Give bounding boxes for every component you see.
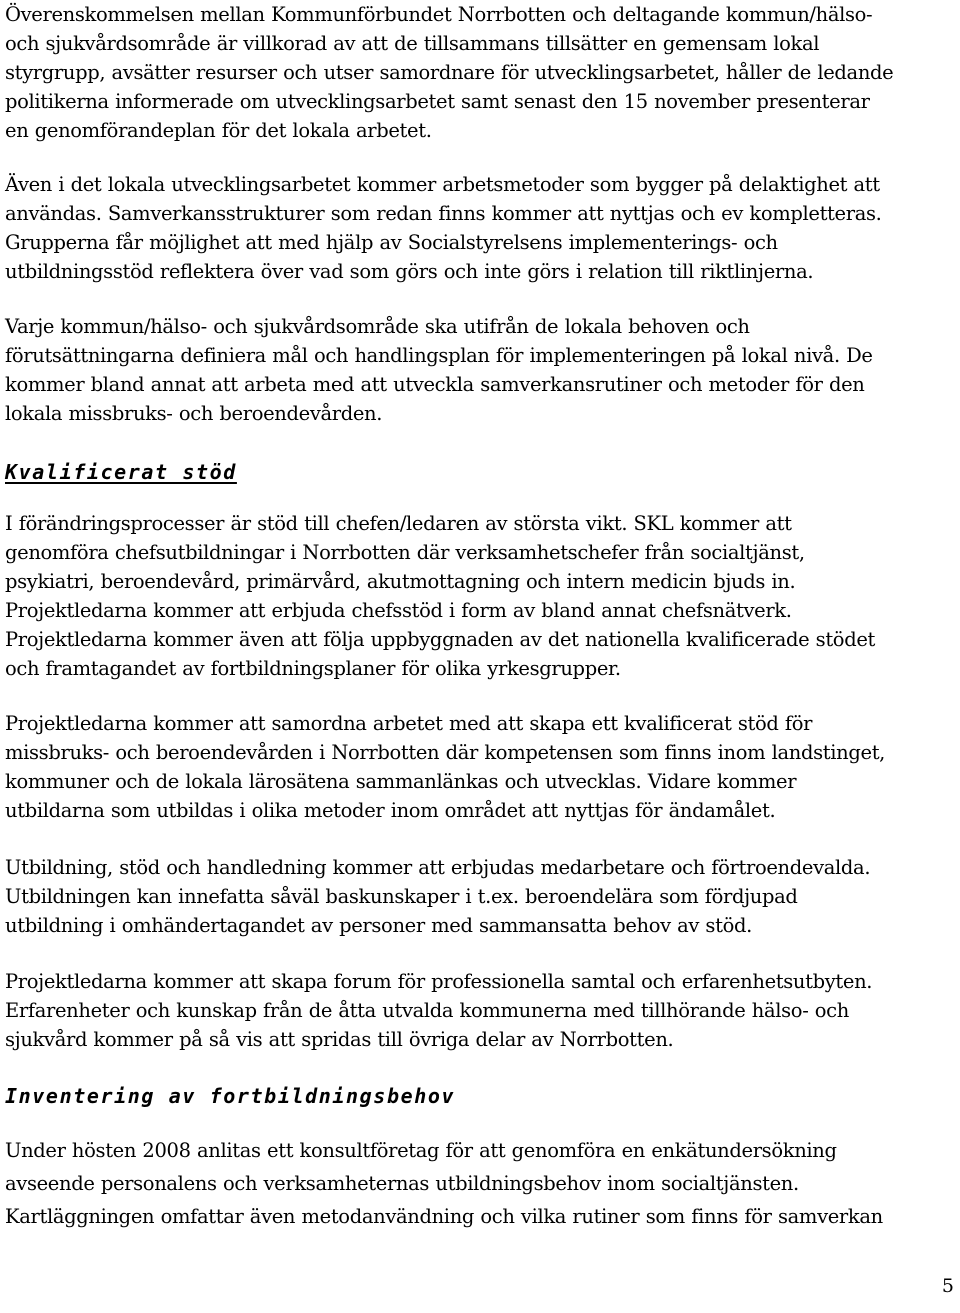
heading-text: Kvalificerat stöd (5, 460, 237, 484)
text-line: lokala missbruks- och beroendevården. (5, 402, 383, 425)
text-line: Projektledarna kommer att samordna arbetet med att skapa ett kvalificerat stöd för (5, 712, 813, 735)
text-line: utbildning i omhändertagandet av personer med sammansatta behov av stöd. (5, 914, 752, 937)
text-line: användas. Samverkansstrukturer som redan finns kommer att nyttjas och ev kompletteras. (5, 202, 882, 225)
text-line: Överenskommelsen mellan Kommunförbundet Norrbotten och deltagande kommun/hälso- (5, 3, 873, 26)
text-line: Kartläggningen omfattar även metodanvändning och vilka rutiner som finns för samverkan (5, 1205, 883, 1228)
text-line: en genomförandeplan för det lokala arbetet. (5, 119, 432, 142)
text-line: Under hösten 2008 anlitas ett konsultföretag för att genomföra en enkätundersökning (5, 1139, 837, 1162)
paragraph-forum (5, 967, 872, 1054)
paragraph-overenskommelsen (5, 0, 893, 145)
text-line: Projektledarna kommer även att följa uppbyggnaden av det nationella kvalificerade stödet (5, 628, 876, 651)
text-line: Grupperna får möjlighet att med hjälp av Socialstyrelsens implementerings- och (5, 231, 778, 254)
text-line: Även i det lokala utvecklingsarbetet kommer arbetsmetoder som bygger på delaktighet att (5, 173, 880, 196)
paragraph-utbildning (5, 853, 870, 940)
page-number: 5 (941, 1275, 954, 1297)
text-line: utbildningsstöd reflektera över vad som görs och inte görs i relation till riktlinjerna. (5, 260, 814, 283)
paragraph-hosten-2008 (5, 1134, 883, 1233)
text-line: och sjukvårdsområde är villkorad av att de tillsammans tillsätter en gemensam lokal (5, 32, 820, 55)
text-line: Erfarenheter och kunskap från de åtta utvalda kommunerna med tillhörande hälso- och (5, 999, 849, 1022)
section-heading-inventering (5, 1080, 455, 1112)
text-line: sjukvård kommer på så vis att spridas till övriga delar av Norrbotten. (5, 1028, 674, 1051)
text-line: Projektledarna kommer att erbjuda chefsstöd i form av bland annat chefsnätverk. (5, 599, 792, 622)
text-line: Utbildningen kan innefatta såväl baskunskaper i t.ex. beroendelära som fördjupad (5, 885, 798, 908)
paragraph-varje-kommun (5, 312, 873, 428)
text-line: genomföra chefsutbildningar i Norrbotten där verksamhetschefer från socialtjänst, (5, 541, 805, 564)
text-line: förutsättningarna definiera mål och handlingsplan för implementeringen på lokal nivå. De (5, 344, 873, 367)
text-line: Varje kommun/hälso- och sjukvårdsområde ska utifrån de lokala behoven och (5, 315, 750, 338)
text-line: missbruks- och beroendevården i Norrbotten där kompetensen som finns inom landstinget, (5, 741, 886, 764)
paragraph-forandringsprocesser (5, 509, 875, 683)
section-heading-kvalificerat-stod (5, 456, 237, 488)
text-line: avseende personalens och verksamheternas utbildningsbehov inom socialtjänsten. (5, 1172, 799, 1195)
text-line: politikerna informerade om utvecklingsarbetet samt senast den 15 november presenterar (5, 90, 870, 113)
text-line: styrgrupp, avsätter resurser och utser samordnare för utvecklingsarbetet, håller de ledande (5, 61, 894, 84)
text-line: utbildarna som utbildas i olika metoder inom området att nyttjas för ändamålet. (5, 799, 776, 822)
text-line: I förändringsprocesser är stöd till chefen/ledaren av största vikt. SKL kommer att (5, 512, 792, 535)
heading-text: Inventering av fortbildningsbehov (5, 1084, 456, 1108)
text-line: Utbildning, stöd och handledning kommer att erbjudas medarbetare och förtroendevalda. (5, 856, 871, 879)
text-line: kommer bland annat att arbeta med att utveckla samverkansrutiner och metoder för den (5, 373, 865, 396)
text-line: kommuner och de lokala lärosätena sammanlänkas och utvecklas. Vidare kommer (5, 770, 797, 793)
paragraph-samordna-arbetet (5, 709, 885, 825)
paragraph-lokala-utvecklingsarbetet (5, 170, 881, 286)
text-line: och framtagandet av fortbildningsplaner för olika yrkesgrupper. (5, 657, 621, 680)
text-line: psykiatri, beroendevård, primärvård, akutmottagning och intern medicin bjuds in. (5, 570, 796, 593)
text-line: Projektledarna kommer att skapa forum för professionella samtal och erfarenhetsutbyten. (5, 970, 873, 993)
